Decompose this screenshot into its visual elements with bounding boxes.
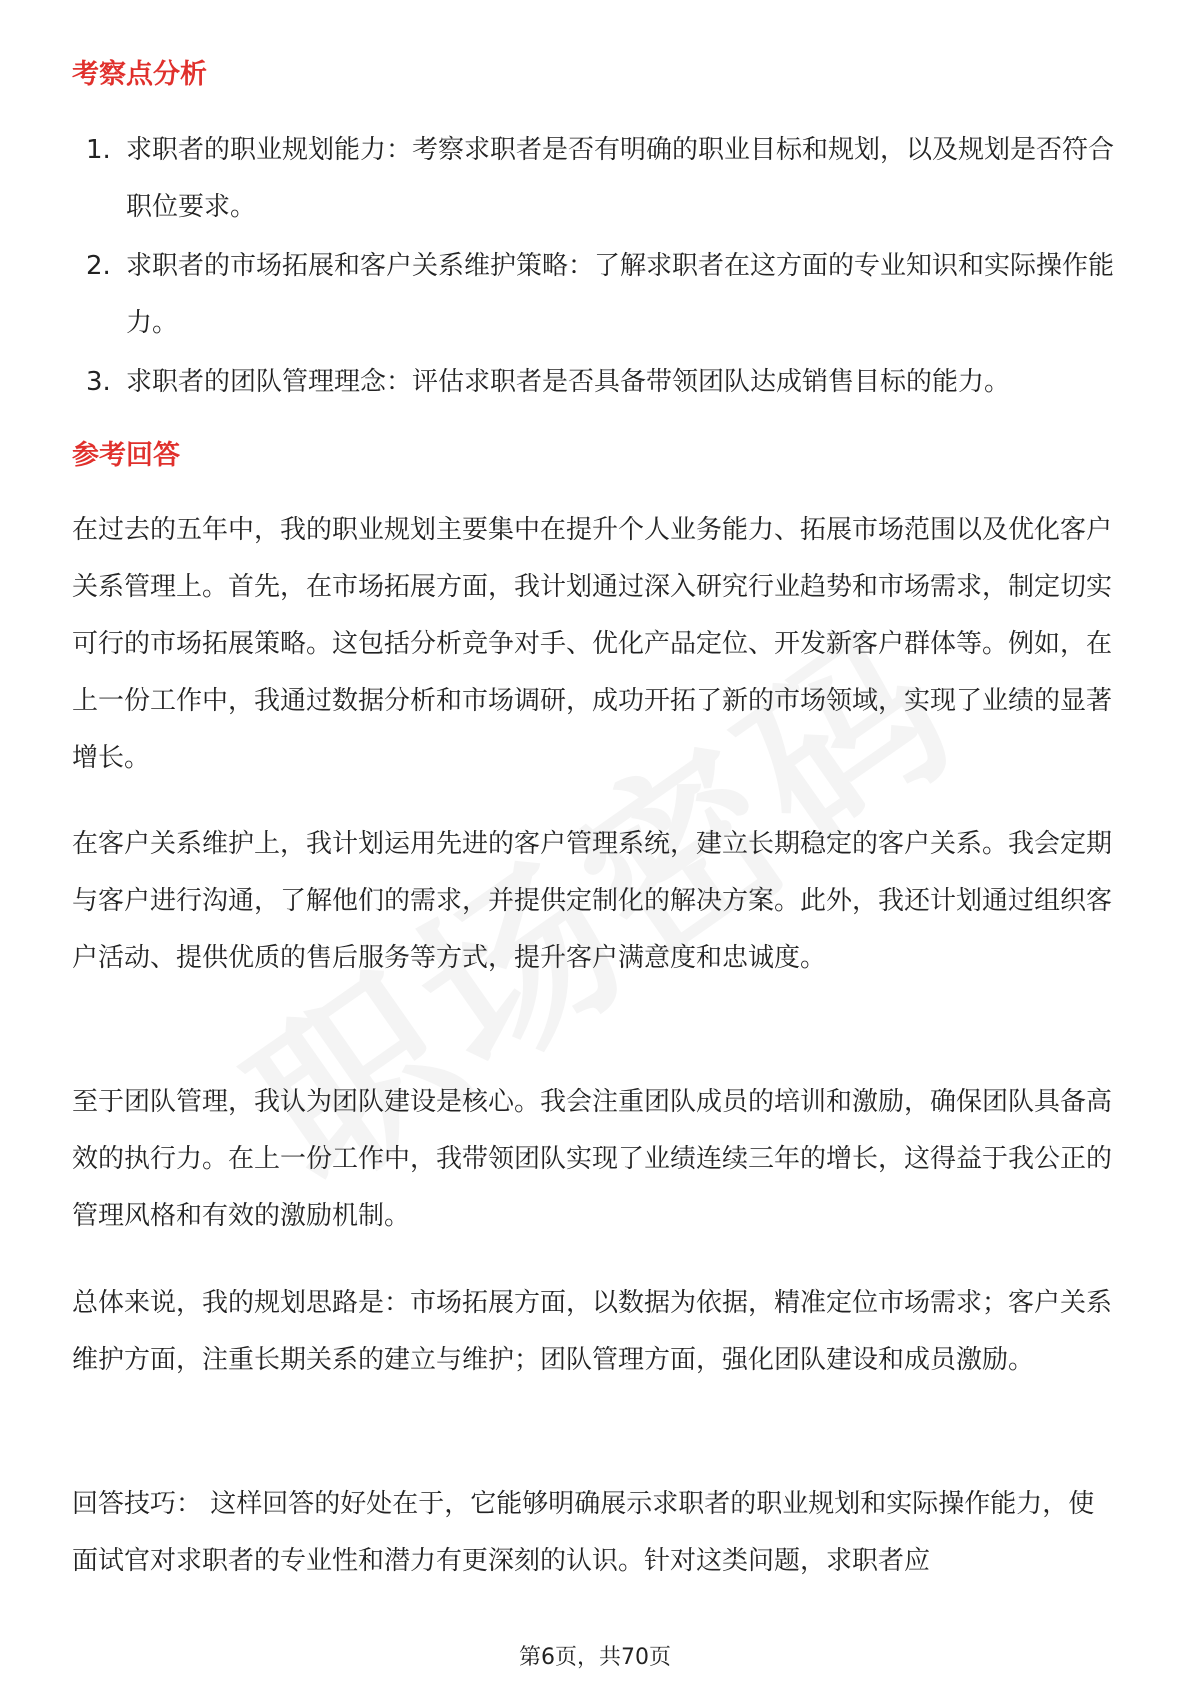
list-number: 3. xyxy=(86,367,111,397)
list-item-text: 求职者的职业规划能力：考察求职者是否有明确的职业目标和规划，以及规划是否符合职位要求。 xyxy=(126,135,1115,222)
answer-paragraph: 总体来说，我的规划思路是：市场拓展方面，以数据为依据，精准定位市场需求；客户关系维护方面，注重长期关系的建立与维护；团队管理方面，强化团队建设和成员激励。 xyxy=(72,1288,1113,1375)
list-item-text: 求职者的市场拓展和客户关系维护策略：了解求职者在这方面的专业知识和实际操作能力。 xyxy=(126,251,1115,338)
list-number: 1. xyxy=(86,135,111,165)
section-heading-analysis: 考察点分析 xyxy=(72,59,207,90)
list-item-text: 求职者的团队管理理念：评估求职者是否具备带领团队达成销售目标的能力。 xyxy=(126,367,1011,397)
list-item xyxy=(72,238,1122,352)
answer-paragraph: 至于团队管理，我认为团队建设是核心。我会注重团队成员的培训和激励，确保团队具备高效的执行力。在上一份工作中，我带领团队实现了业绩连续三年的增长，这得益于我公正的管理风格和有效的激励机制。 xyxy=(72,1087,1113,1231)
analysis-list xyxy=(72,122,1122,413)
list-item xyxy=(72,122,1122,236)
section-heading-answer: 参考回答 xyxy=(72,440,180,471)
answer-paragraph: 在客户关系维护上，我计划运用先进的客户管理系统，建立长期稳定的客户关系。我会定期与客户进行沟通，了解他们的需求，并提供定制化的解决方案。此外，我还计划通过组织客户活动、提供优质的售后服务等方式，提升客户满意度和忠诚度。 xyxy=(72,829,1113,973)
page-number: 第6页，共70页 xyxy=(519,1645,671,1670)
list-item xyxy=(72,354,1122,411)
answer-tips-paragraph: 回答技巧： 这样回答的好处在于，它能够明确展示求职者的职业规划和实际操作能力，使面试官对求职者的专业性和潜力有更深刻的认识。针对这类问题，求职者应 xyxy=(72,1489,1095,1576)
answer-paragraph: 在过去的五年中，我的职业规划主要集中在提升个人业务能力、拓展市场范围以及优化客户关系管理上。首先，在市场拓展方面，我计划通过深入研究行业趋势和市场需求，制定切实可行的市场拓展策略。这包括分析竞争对手、优化产品定位、开发新客户群体等。例如，在上一份工作中，我通过数据分析和市场调研，成功开拓了新的市场领域，实现了业绩的显著增长。 xyxy=(72,515,1113,773)
list-number: 2. xyxy=(86,251,111,281)
